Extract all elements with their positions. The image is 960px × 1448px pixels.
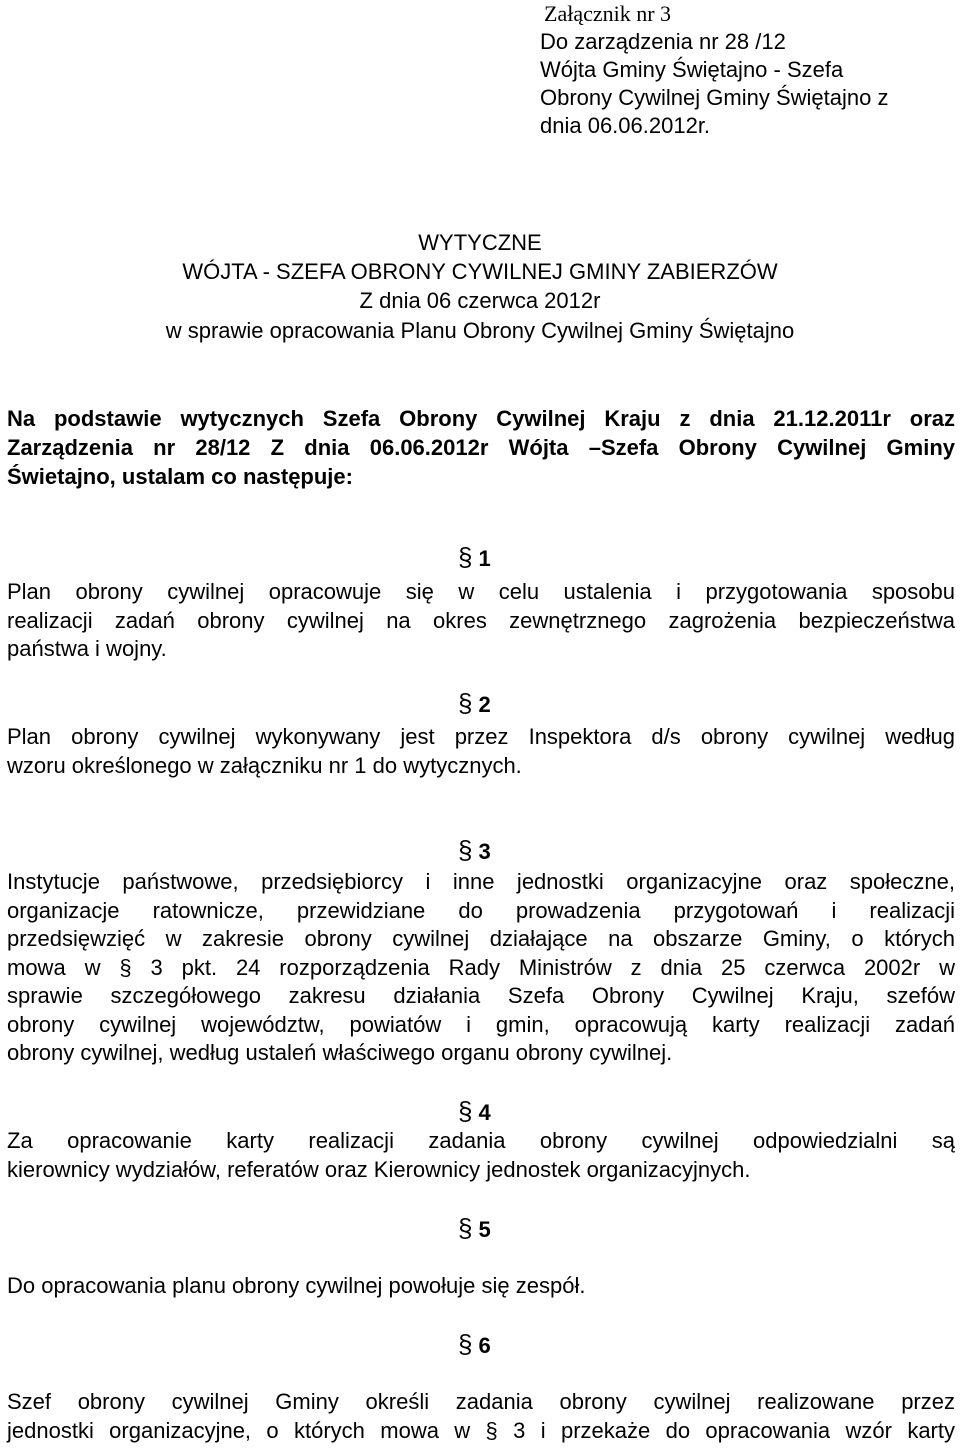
title-line: WÓJTA - SZEFA OBRONY CYWILNEJ GMINY ZABIERZÓW — [182, 259, 778, 284]
text-line: mowa w § 3 pkt. 24 rozporządzenia Rady Ministrów z dnia 25 czerwca 2002r w — [7, 954, 955, 980]
section-symbol: § — [458, 1329, 473, 1359]
text-line: przedsięwzięć w zakresie obrony cywilnej działające na obszarze Gminy, o których — [7, 926, 955, 951]
text-line: obrony cywilnej, według ustaleń właściwego organu obrony cywilnej. — [7, 1040, 673, 1065]
section-heading — [458, 836, 658, 866]
text-line: jednostki organizacyjne, o których mowa w § 3 i przekaże do opracowania wzór karty — [7, 1417, 955, 1443]
attachment-line: Obrony Cywilnej Gminy Świętajno z — [540, 85, 889, 110]
text-line: państwa i wojny. — [7, 636, 167, 661]
section-number: 6 — [478, 1333, 491, 1358]
section-symbol: § — [458, 1213, 473, 1243]
section-heading — [458, 1214, 658, 1244]
text-line: Plan obrony cywilnej opracowuje się w celu ustalenia i przygotowania sposobu — [7, 579, 955, 604]
text-line: kierownicy wydziałów, referatów oraz Kierownicy jednostek organizacyjnych. — [7, 1156, 751, 1182]
text-line: organizacje ratownicze, przewidziane do prowadzenia przygotowań i realizacji — [7, 897, 955, 923]
intro-paragraph — [7, 404, 955, 491]
text-line: Plan obrony cywilnej wykonywany jest przez Inspektora d/s obrony cywilnej według — [7, 724, 955, 749]
section-number: 1 — [478, 546, 491, 571]
section-symbol: § — [458, 542, 473, 572]
section-heading — [458, 689, 658, 719]
section-symbol: § — [458, 835, 473, 865]
text-line: obrony cywilnej województw, powiatów i gmin, opracowują karty realizacji zadań — [7, 1011, 955, 1037]
section-heading — [458, 543, 658, 573]
section-heading — [458, 1330, 658, 1360]
text-line: Instytucje państwowe, przedsiębiorcy i inne jednostki organizacyjne oraz społeczne, — [7, 869, 955, 894]
attachment-line: dnia 06.06.2012r. — [540, 113, 711, 138]
attachment-header — [540, 0, 952, 140]
title-line: w sprawie opracowania Planu Obrony Cywilnej Gminy Świętajno — [165, 318, 795, 343]
intro-line: Świetajno, ustalam co następuje: — [7, 464, 353, 489]
section-text — [7, 868, 955, 1068]
title-line: Z dnia 06 czerwca 2012r — [359, 288, 601, 313]
section-number: 3 — [478, 839, 491, 864]
attachment-number: Załącznik nr 3 — [544, 1, 672, 26]
text-line: Za opracowanie karty realizacji zadania obrony cywilnej odpowiedzialni są — [7, 1128, 955, 1153]
text-line: Do opracowania planu obrony cywilnej powołuje się zespół. — [7, 1273, 586, 1298]
text-line: sprawie szczegółowego zakresu działania Szefa Obrony Cywilnej Kraju, szefów — [7, 983, 955, 1008]
text-line: realizacji zadań obrony cywilnej na okres zewnętrznego zagrożenia bezpieczeństwa — [7, 607, 955, 633]
section-number: 4 — [478, 1100, 491, 1125]
title-line: WYTYCZNE — [418, 230, 542, 255]
text-line: Szef obrony cywilnej Gminy określi zadania obrony cywilnej realizowane przez — [7, 1389, 955, 1414]
section-heading — [458, 1097, 658, 1127]
section-number: 5 — [478, 1217, 491, 1242]
section-number: 2 — [478, 692, 491, 717]
section-symbol: § — [458, 688, 473, 718]
section-text — [7, 1388, 955, 1445]
section-text — [7, 578, 955, 664]
attachment-line: Wójta Gminy Świętajno - Szefa — [540, 57, 844, 82]
document-title — [0, 228, 960, 345]
attachment-line: Do zarządzenia nr 28 /12 — [540, 29, 786, 54]
section-text — [7, 723, 955, 780]
text-line: wzoru określonego w załączniku nr 1 do wytycznych. — [7, 752, 522, 778]
intro-line: Zarządzenia nr 28/12 Z dnia 06.06.2012r Wójta –Szefa Obrony Cywilnej Gminy — [7, 435, 955, 460]
section-text — [7, 1272, 955, 1301]
section-text — [7, 1127, 955, 1184]
section-symbol: § — [458, 1096, 473, 1126]
intro-line: Na podstawie wytycznych Szefa Obrony Cywilnej Kraju z dnia 21.12.2011r oraz — [7, 406, 955, 431]
